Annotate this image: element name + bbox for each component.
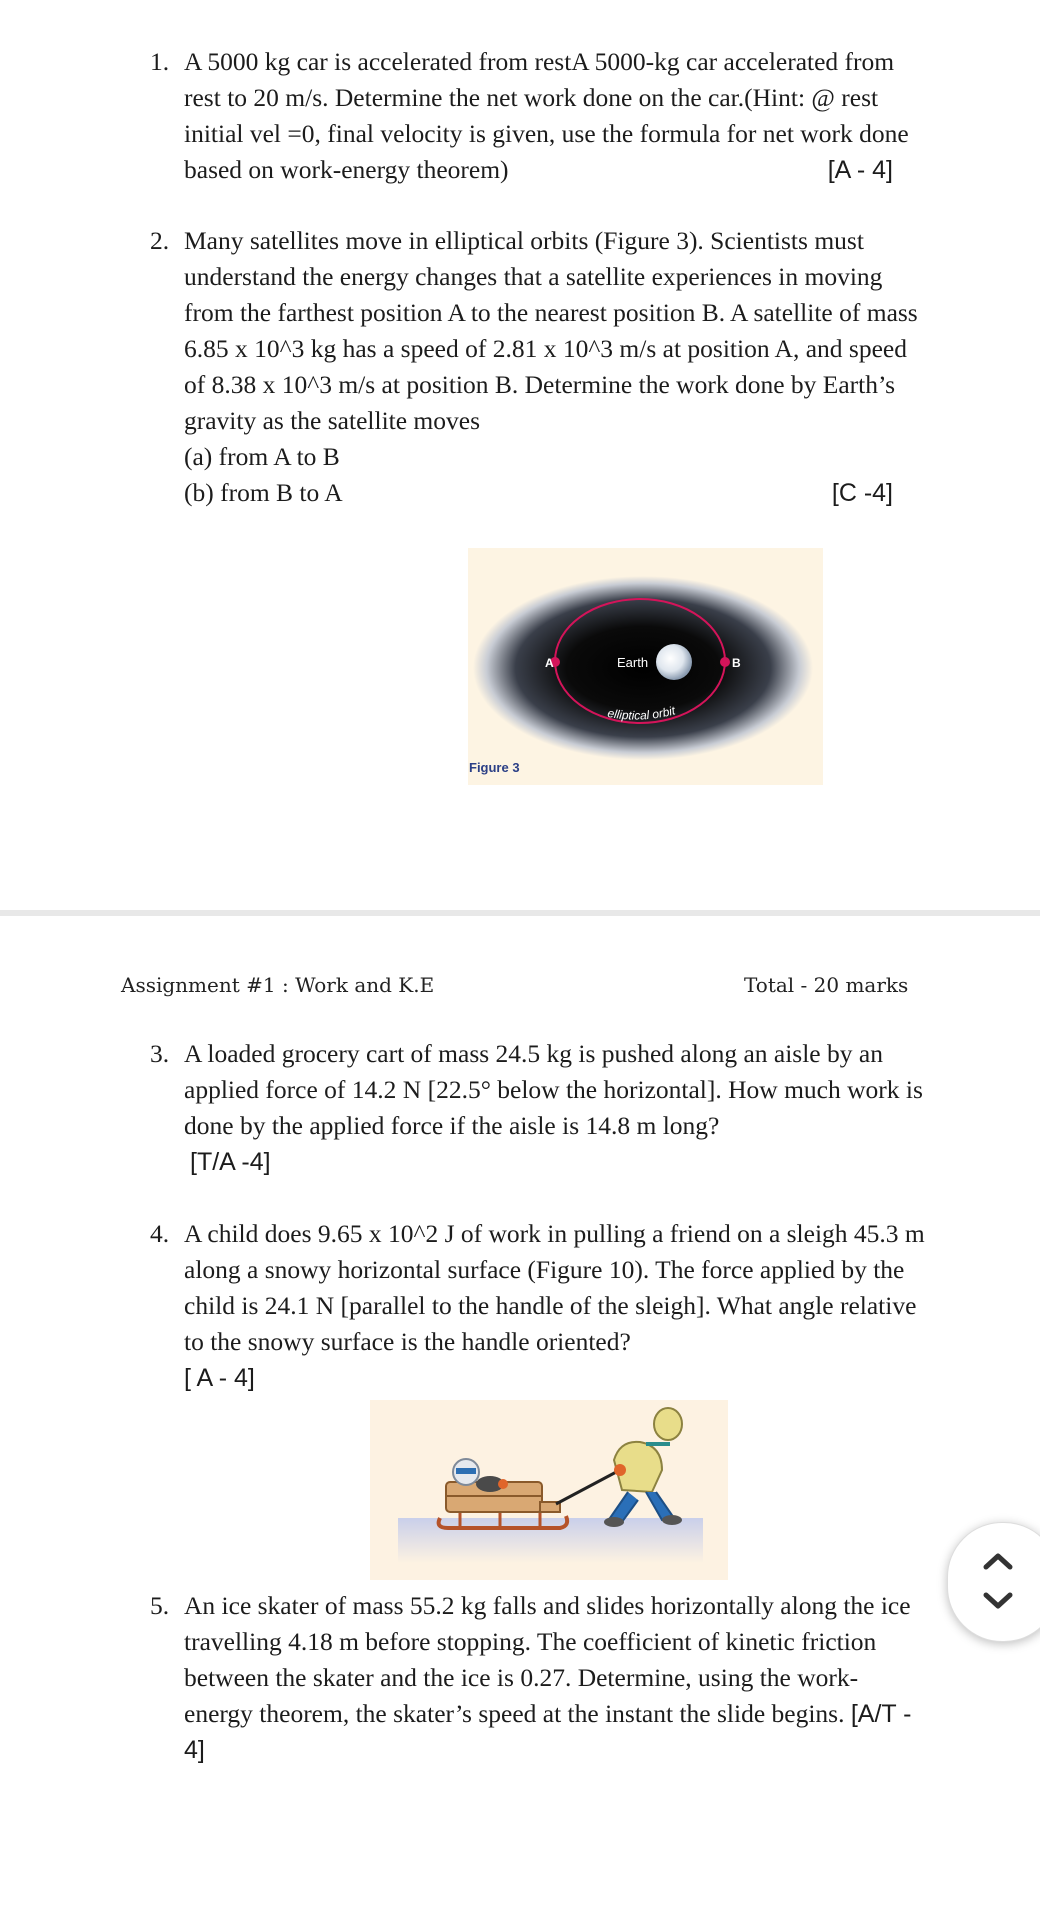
earth-icon [656, 644, 692, 680]
marks-tag: [C -4] [831, 479, 893, 507]
question-part-b: (b) from B to A [184, 478, 343, 507]
child-figure [604, 1408, 682, 1527]
marks-tag: [T/A -4] [190, 1148, 271, 1176]
sleigh-handle-rope [556, 1470, 620, 1504]
figure-caption: Figure 3 [469, 760, 520, 775]
question-number: 1. [150, 47, 170, 76]
sleigh-illustration [370, 1400, 728, 1580]
marks-tag: [ A - 4] [184, 1364, 255, 1392]
marks-tag: [A - 4] [827, 156, 893, 184]
label-orbit: elliptical orbit [606, 703, 677, 723]
chevron-down-icon[interactable] [986, 1595, 1010, 1606]
snow-surface [398, 1518, 703, 1563]
question-part-a: (a) from A to B [184, 442, 340, 471]
question-text: A 5000 kg car is accelerated from restA 5000-kg car accelerated from rest to 20 m/s. Determine the net work done on the car.(Hint: @ rest initial vel =0, final velocity is given, use the formula for net work done based on work-energy theorem) [184, 47, 909, 184]
question-5 [150, 1588, 925, 1768]
label-b: B [732, 656, 741, 670]
marks-tag: [A/T - 4] [184, 1700, 912, 1764]
page-navigation-button[interactable] [947, 1522, 1040, 1642]
figure-3-satellite-orbit [468, 548, 823, 785]
position-b-dot [720, 657, 730, 667]
chevron-up-icon[interactable] [986, 1556, 1010, 1567]
question-text: A loaded grocery cart of mass 24.5 kg is pushed along an aisle by an applied force of 14.2 N [22.5° below the horizontal]. How much work is done by the applied force if the aisle is 14.8 m long? [184, 1039, 923, 1140]
figure-10-sleigh [370, 1400, 728, 1580]
question-text: Many satellites move in elliptical orbits (Figure 3). Scientists must understand the energy changes that a satellite experiences in moving from the farthest position A to the nearest position B. A satellite of mass 6.85 x 10^3 kg has a speed of 2.81 x 10^3 m/s at position A, and speed of 8.38 x 10^3 m/s at position B. Determine the work done by Earth’s gravity as the satellite moves [184, 226, 918, 435]
question-number: 2. [150, 226, 170, 255]
question-1 [150, 44, 925, 188]
assignment-title: Assignment #1 : Work and K.E [121, 973, 435, 997]
question-text: An ice skater of mass 55.2 kg falls and slides horizontally along the ice travelling 4.18 m before stopping. The coefficient of kinetic friction between the skater and the ice is 0.27. Determine, using the work-energy theorem, the skater’s speed at the instant the slide begins. [184, 1591, 911, 1728]
label-earth: Earth [617, 655, 649, 670]
question-text: A child does 9.65 x 10^2 J of work in pulling a friend on a sleigh 45.3 m along a snowy horizontal surface (Figure 10). The force applied by the child is 24.1 N [parallel to the handle of the sleigh]. What angle relative to the snowy surface is the handle oriented? [184, 1219, 925, 1356]
question-3 [150, 1036, 925, 1180]
page-nav-arrows [968, 1541, 1028, 1621]
question-number: 4. [150, 1219, 170, 1248]
label-a: A [545, 656, 554, 670]
question-number: 3. [150, 1039, 170, 1068]
question-number: 5. [150, 1591, 170, 1620]
total-marks: Total - 20 marks [744, 973, 909, 997]
page-divider [0, 910, 1040, 916]
question-2 [150, 223, 925, 511]
question-4 [150, 1216, 925, 1396]
orbit-diagram [468, 548, 823, 785]
